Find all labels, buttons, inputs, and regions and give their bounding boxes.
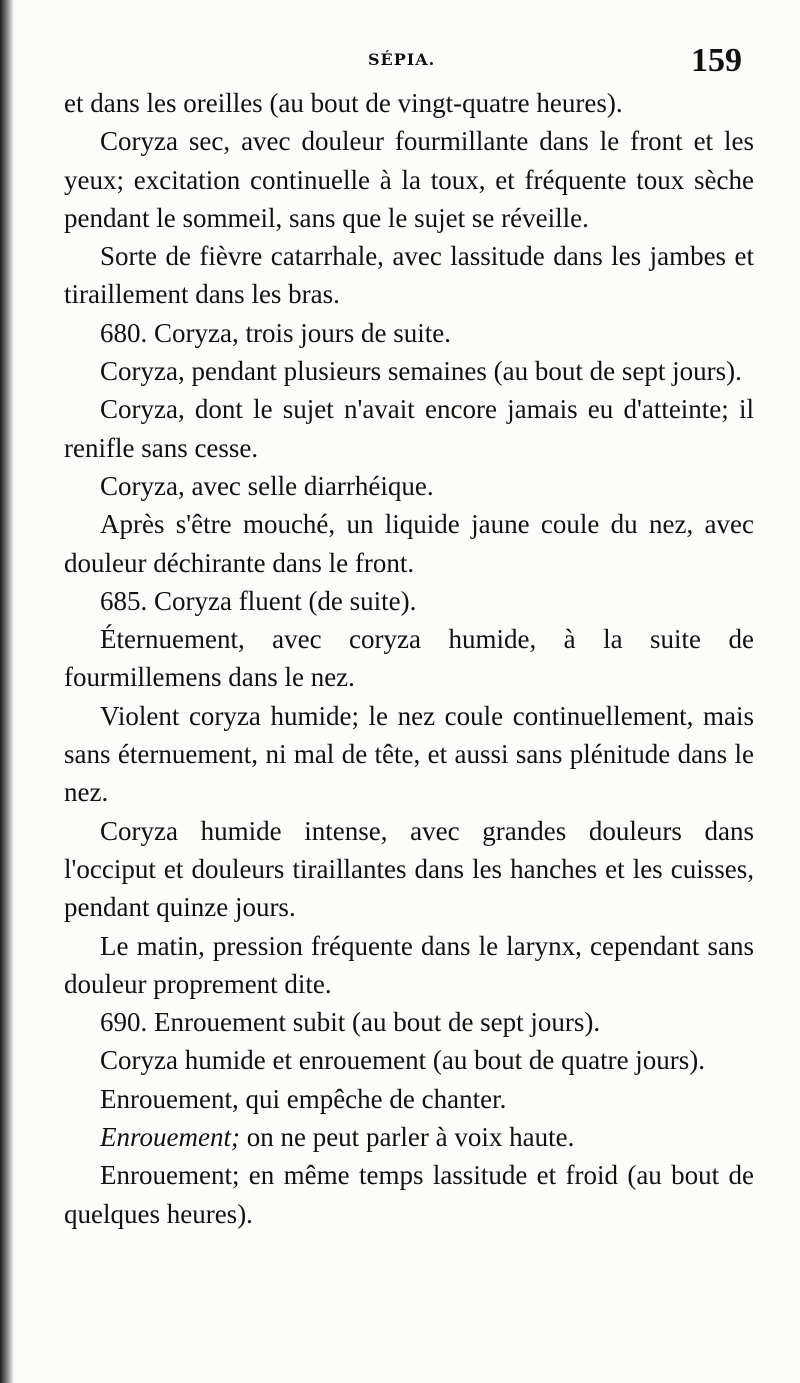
paragraph: Coryza humide intense, avec grandes douleurs dans l'occiput et douleurs tiraillantes dans les hanches et les cuisses, pendant quinze jours.	[64, 815, 754, 923]
italic-lead: Enrouement;	[100, 1122, 240, 1153]
running-head: SÉPIA.	[368, 50, 436, 69]
paragraph: 680. Coryza, trois jours de suite.	[100, 317, 451, 348]
gutter-shadow	[0, 0, 14, 1383]
paragraph: Coryza, dont le sujet n'avait encore jamais eu d'atteinte; il renifle sans cesse.	[64, 394, 754, 463]
paragraph: Le matin, pression fréquente dans le larynx, cependant sans douleur proprement dite.	[64, 930, 754, 999]
paragraph: Coryza humide et enrouement (au bout de quatre jours).	[100, 1045, 706, 1076]
paragraph: Coryza sec, avec douleur fourmillante dans le front et les yeux; excitation continuelle à la toux, et fréquente toux sèche pendant le sommeil, sans que le sujet se réveille.	[64, 126, 754, 233]
body-text	[64, 84, 754, 1233]
paragraph-italic-lead	[64, 1118, 754, 1156]
paragraph: 685. Coryza fluent (de suite).	[100, 585, 417, 616]
paragraph: Enrouement, qui empêche de chanter.	[100, 1083, 507, 1114]
page-header	[0, 40, 800, 86]
paragraph: Enrouement; en même temps lassitude et froid (au bout de quelques heures).	[64, 1160, 754, 1229]
paragraph: Éternuement, avec coryza humide, à la suite de fourmillemens dans le nez.	[64, 624, 754, 693]
paragraph: 690. Enrouement subit (au bout de sept jours).	[100, 1007, 601, 1038]
paragraph: Après s'être mouché, un liquide jaune coule du nez, avec douleur déchirante dans le front.	[64, 509, 754, 578]
page-number: 159	[691, 42, 742, 79]
paragraph: Violent coryza humide; le nez coule continuellement, mais sans éternuement, ni mal de tête, et aussi sans plénitude dans le nez.	[64, 700, 754, 808]
paragraph: Sorte de fièvre catarrhale, avec lassitude dans les jambes et tiraillement dans les bras.	[64, 241, 754, 310]
paragraph: Coryza, avec selle diarrhéique.	[100, 470, 434, 501]
paragraph: et dans les oreilles (au bout de vingt-quatre heures).	[64, 88, 623, 118]
paragraph: Coryza, pendant plusieurs semaines (au bout de sept jours).	[100, 356, 742, 387]
paragraph-rest: on ne peut parler à voix haute.	[239, 1122, 575, 1153]
